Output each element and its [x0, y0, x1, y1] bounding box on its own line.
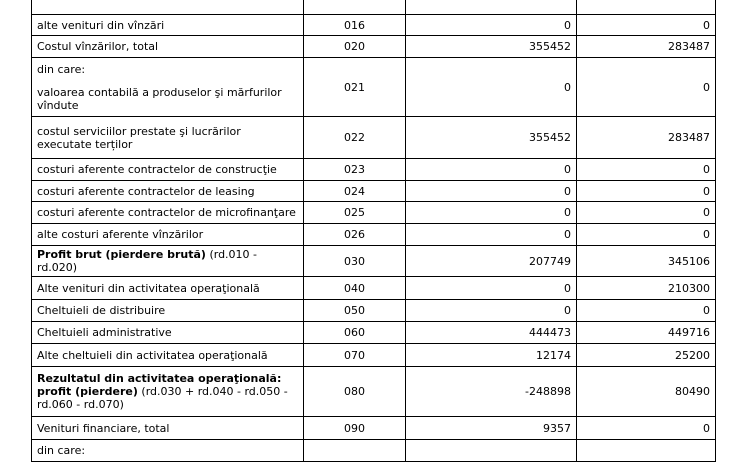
value-previous: 0: [406, 15, 577, 36]
value-current: 0: [577, 202, 716, 224]
row-code: 050: [304, 300, 406, 322]
value-current: 0: [577, 58, 716, 117]
table-row: [32, 181, 716, 202]
value-current: 0: [577, 224, 716, 246]
value-previous: [406, 440, 577, 462]
row-code: 090: [304, 417, 406, 440]
value-previous: 0: [406, 300, 577, 322]
prefix-label: din care:: [37, 62, 86, 76]
indicator-cell: [32, 246, 304, 277]
indicator-formula: (rd.010 - rd.020): [37, 248, 258, 274]
value-current: [577, 0, 716, 15]
table-row: [32, 15, 716, 36]
value-previous: 0: [406, 58, 577, 117]
table-row: [32, 367, 716, 417]
row-code: [304, 440, 406, 462]
value-previous: 355452: [406, 117, 577, 159]
financial-report-sheet: [31, 0, 715, 462]
row-code: 080: [304, 367, 406, 417]
indicator-label: costuri aferente contractelor de construcţie: [32, 159, 304, 181]
indicator-label: Costul vînzărilor, total: [32, 36, 304, 58]
value-current: 449716: [577, 322, 716, 344]
value-current: 0: [577, 417, 716, 440]
row-code: 016: [304, 15, 406, 36]
table-row: [32, 36, 716, 58]
indicator-title: Rezultatul din activitatea operaţională: profit (pierdere): [37, 372, 282, 398]
table-row: [32, 246, 716, 277]
value-current: 0: [577, 181, 716, 202]
row-code: 070: [304, 344, 406, 367]
value-current: 80490: [577, 367, 716, 417]
row-code: 021: [304, 58, 406, 117]
indicator-label: costul serviciilor prestate şi lucrărilor executate terților: [32, 117, 304, 159]
value-previous: 355452: [406, 36, 577, 58]
row-code: 060: [304, 322, 406, 344]
row-code: [304, 0, 406, 15]
row-code: 026: [304, 224, 406, 246]
row-code: 025: [304, 202, 406, 224]
value-previous: 444473: [406, 322, 577, 344]
table-row: [32, 58, 716, 117]
table-row: [32, 417, 716, 440]
value-previous: 0: [406, 277, 577, 300]
indicator-title: Profit brut (pierdere brută): [37, 248, 206, 261]
indicator-label: din care:: [32, 440, 304, 462]
indicator-cell: [32, 58, 304, 117]
table-row: [32, 322, 716, 344]
table-row: [32, 344, 716, 367]
indicator-formula: (rd.030 + rd.040 - rd.050 - rd.060 - rd.070): [37, 385, 288, 411]
indicator-label: Cheltuieli administrative: [32, 322, 304, 344]
value-current: 0: [577, 159, 716, 181]
indicator-label: costuri aferente contractelor de leasing: [32, 181, 304, 202]
indicator-cell: [32, 367, 304, 417]
value-current: 25200: [577, 344, 716, 367]
table-row: [32, 0, 716, 15]
table-row: [32, 159, 716, 181]
indicator-label: Alte venituri din activitatea operaţională: [32, 277, 304, 300]
indicator-label: costuri aferente contractelor de microfinanţare: [32, 202, 304, 224]
value-previous: 0: [406, 224, 577, 246]
indicator-label: Venituri financiare, total: [32, 417, 304, 440]
value-previous: 12174: [406, 344, 577, 367]
row-code: 040: [304, 277, 406, 300]
table-row: [32, 202, 716, 224]
value-previous: 0: [406, 202, 577, 224]
value-current: 210300: [577, 277, 716, 300]
value-current: 283487: [577, 36, 716, 58]
row-code: 023: [304, 159, 406, 181]
table-row: [32, 277, 716, 300]
value-previous: 0: [406, 181, 577, 202]
table-row: [32, 117, 716, 159]
value-current: 345106: [577, 246, 716, 277]
row-code: 022: [304, 117, 406, 159]
value-current: 0: [577, 15, 716, 36]
indicator-label: alte venituri din vînzări: [32, 15, 304, 36]
indicator-label: Cheltuieli de distribuire: [32, 300, 304, 322]
indicator-label: Alte cheltuieli din activitatea operaţională: [32, 344, 304, 367]
indicator-label: valoarea contabilă a produselor şi mărfurilor vîndute: [37, 85, 282, 112]
value-previous: 9357: [406, 417, 577, 440]
row-code: 020: [304, 36, 406, 58]
value-current: 283487: [577, 117, 716, 159]
indicator-label: alte costuri aferente vînzărilor: [32, 224, 304, 246]
value-previous: -248898: [406, 367, 577, 417]
table-row: [32, 440, 716, 462]
profit-loss-table: [31, 0, 716, 462]
row-code: 030: [304, 246, 406, 277]
value-previous: [406, 0, 577, 15]
value-current: 0: [577, 300, 716, 322]
indicator-label: [32, 0, 304, 15]
value-current: [577, 440, 716, 462]
value-previous: 0: [406, 159, 577, 181]
table-row: [32, 224, 716, 246]
table-row: [32, 300, 716, 322]
row-code: 024: [304, 181, 406, 202]
value-previous: 207749: [406, 246, 577, 277]
